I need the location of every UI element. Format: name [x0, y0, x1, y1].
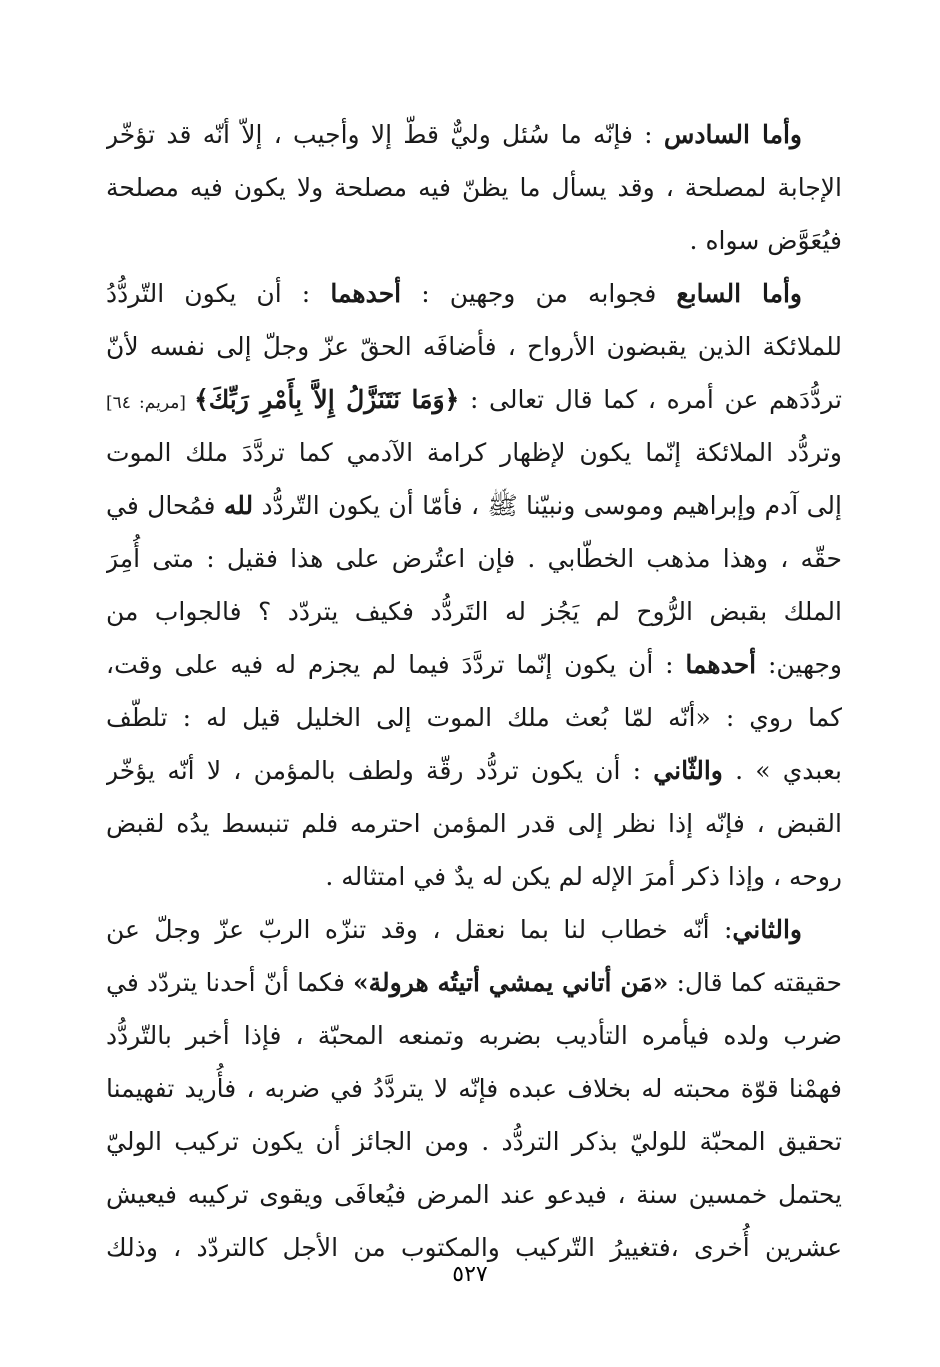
line-text: القبض ، فإنّه إذا نظر إلى قدر المؤمن احترمه فلم تنبسط يدُه لقبض: [106, 809, 842, 838]
line-text: تردُّدَهم عن أمره ، كما قال تعالى :: [459, 385, 842, 414]
text-line: [106, 903, 842, 956]
text-line: [106, 744, 842, 797]
bold-term: وأما السابع: [676, 279, 802, 308]
paragraph-sixth: [106, 108, 842, 267]
text-line: [106, 638, 842, 691]
hadith-quote: «مَن أتاني يمشي أتيتُه هرولة»: [353, 968, 669, 997]
bold-term: أحدهما: [685, 650, 757, 679]
line-text: الإجابة لمصلحة ، وقد يسأل ما يظنّ فيه مصلحة ولا يكون فيه مصلحة: [106, 173, 842, 202]
line-text: وجهين:: [756, 650, 842, 679]
line-text: ضرب ولده فيأمره التأديب بضربه وتمنعه المحبّة ، فإذا أخبر بالتّردُّد: [106, 1021, 842, 1050]
text-line: [106, 267, 842, 320]
text-line: [106, 108, 842, 161]
line-text: يحتمل خمسين سنة ، فيدعو عند المرض فيُعافَى ويقوى تركيبه فيعيش: [106, 1180, 842, 1209]
text-line: [106, 373, 842, 426]
line-text: : أن يكون التّردُّدُ: [106, 279, 331, 308]
paragraph-second: [106, 903, 842, 1274]
text-line: [106, 691, 842, 744]
text-line: [106, 1062, 842, 1115]
text-line: [106, 320, 842, 373]
line-text: الملك بقبض الرُّوح لم يَجُز له التَردُّد فكيف يتردّد ؟ فالجواب من: [106, 597, 842, 626]
bold-term: وأما السادس: [663, 120, 802, 149]
text-line: [106, 850, 842, 903]
quran-reference: [مريم: ٦٤]: [106, 393, 195, 413]
line-text: : أن يكون إنّما تردَّدَ فيما لم يجزم له فيه على وقت،: [106, 650, 686, 679]
line-text: حقّه ، وهذا مذهب الخطّابي . فإن اعتُرض على هذا فقيل : متى أُمِرَ: [106, 544, 842, 573]
line-text: روحه ، وإذا ذكر أمرَ الإله لم يكن له يدٌ في امتثاله .: [325, 862, 842, 891]
text-line: [106, 214, 842, 267]
bold-term: لله: [223, 491, 254, 520]
line-text: فجوابه من وجهين :: [401, 279, 677, 308]
bold-term: والثاني: [732, 915, 802, 944]
line-text: بعبدي » .: [722, 756, 842, 785]
line-text: وتردُّد الملائكة إنّما يكون لإظهار كرامة الآدمي كما تردَّدَ ملك الموت: [106, 438, 842, 467]
line-text: كما روي : «أنّه لمّا بُعث ملك الموت إلى الخليل قيل له : تلطّف: [106, 703, 842, 732]
page-number: ٥٢٧: [452, 1262, 488, 1287]
line-text: تحقيق المحبّة للوليّ بذكر التردُّد . ومن الجائز أن يكون تركيب الوليّ: [106, 1127, 842, 1156]
quran-quote: ﴿وَمَا نَتَنَزَّلُ إِلاَّ بِأَمْرِ رَبِّكَ﴾: [194, 385, 460, 414]
text-line: [106, 585, 842, 638]
text-line: [106, 1009, 842, 1062]
line-text: للملائكة الذين يقبضون الأرواح ، فأضافَه الحقّ عزّ وجلّ إلى نفسه لأنّ: [106, 332, 842, 361]
line-text: فيُعَوَّض سواه .: [689, 226, 842, 255]
line-text: فكما أنّ أحدنا يتردّد في: [106, 968, 353, 997]
text-line: [106, 161, 842, 214]
text-line: [106, 956, 842, 1009]
line-text: فمُحال في: [106, 491, 224, 520]
paragraph-seventh: [106, 267, 842, 903]
text-line: [106, 532, 842, 585]
line-text: : أنّه خطاب لنا بما نعقل ، وقد تنزّه الربّ عزّ وجلّ عن: [106, 915, 733, 944]
text-line: [106, 426, 842, 479]
text-line: [106, 797, 842, 850]
line-text: فهمْنا قوّة محبته له بخلاف عبده فإنّه لا يتردَّدُ في ضربه ، فأُريد تفهيمنا: [106, 1074, 842, 1103]
page-body: [106, 108, 842, 1274]
bold-term: أحدهما: [330, 279, 402, 308]
line-text: حقيقته كما قال:: [668, 968, 842, 997]
text-line: [106, 1115, 842, 1168]
line-text: عشرين أُخرى ،فتغييرُ التّركيب والمكتوب من الأجل كالتردّد ، وذلك: [106, 1233, 842, 1262]
text-line: [106, 1168, 842, 1221]
line-text: : فإنّه ما سُئل وليٌّ قطّ إلا وأجيب ، إلاّ أنّه قد تؤخّر: [106, 120, 664, 149]
bold-term: والثّاني: [653, 756, 723, 785]
line-text: : أن يكون تردُّد رقّة ولطف بالمؤمن ، لا أنّه يؤخّر: [106, 756, 654, 785]
line-text: إلى آدم وإبراهيم وموسى ونبيّنا ﷺ ، فأمّا أن يكون التّردُّد: [253, 491, 842, 520]
text-line: [106, 479, 842, 532]
